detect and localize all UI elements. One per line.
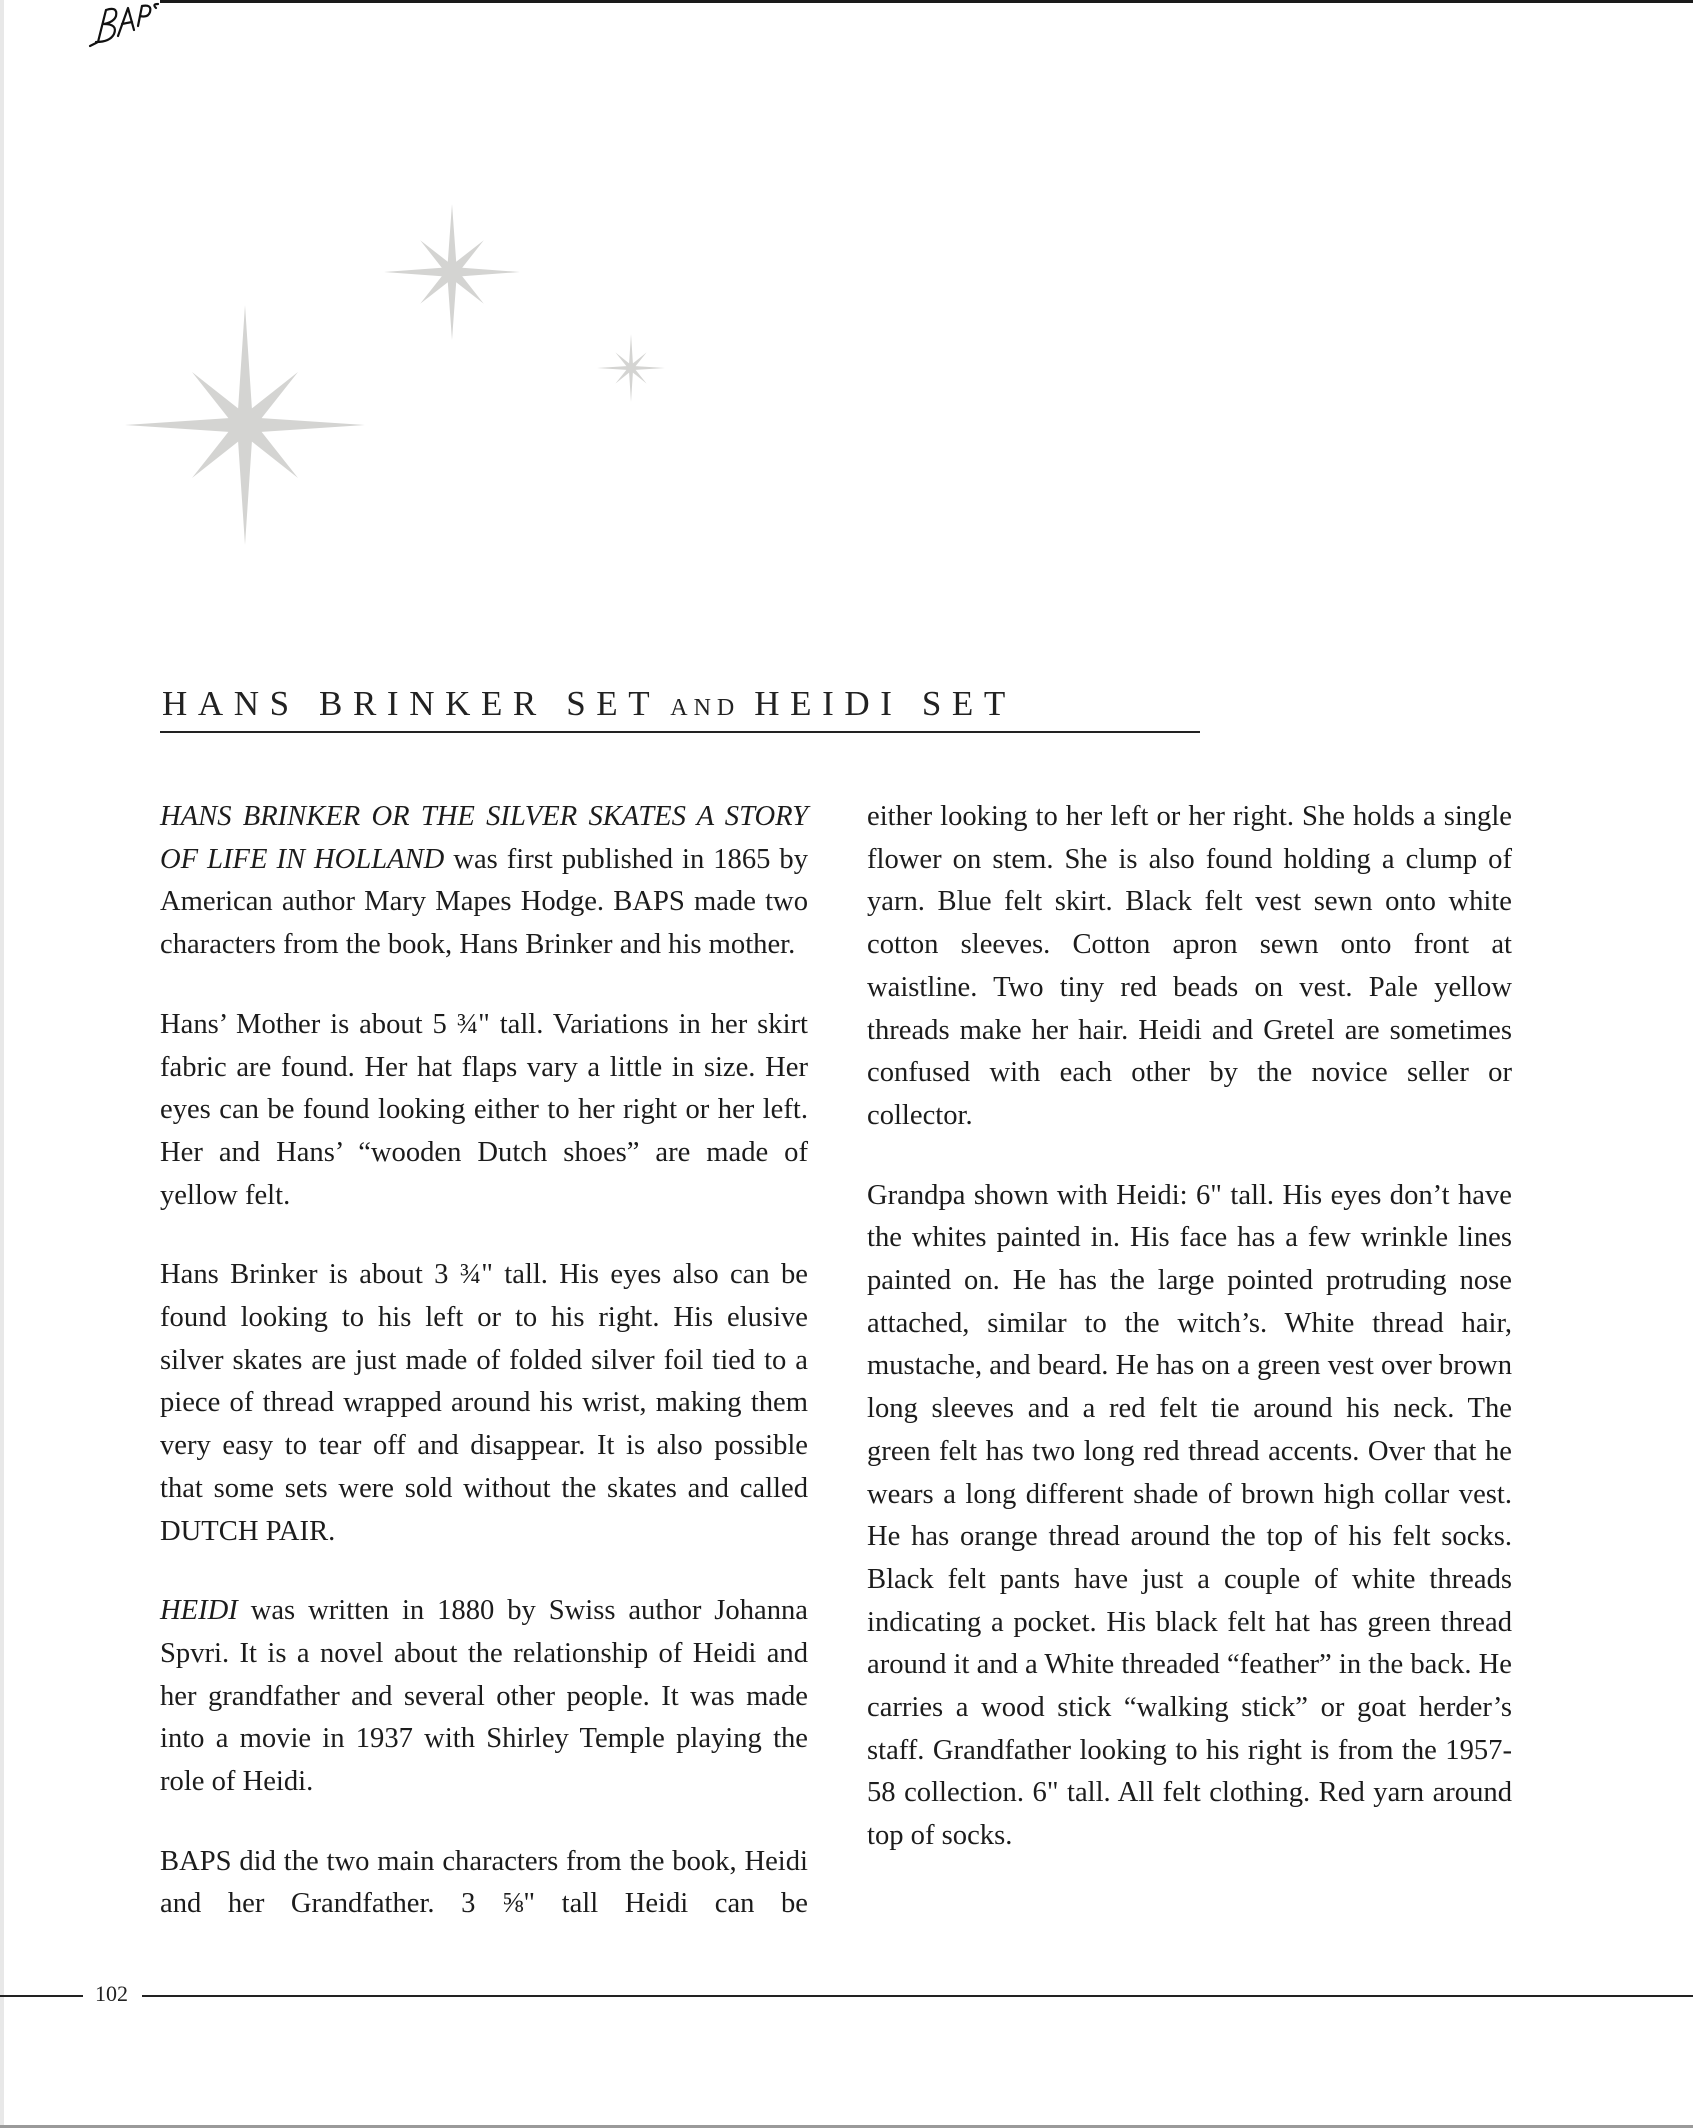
title-part-1: HANS BRINKER SET (162, 684, 661, 723)
header-rule (160, 0, 1693, 3)
page-title (162, 684, 1202, 724)
star-small-icon (597, 334, 665, 402)
star-medium-icon (384, 204, 520, 340)
paragraph-hans-brinker: Hans Brinker is about 3 ¾" tall. His eyes also can be found looking to his left or to his right. His elusive silver skates are just made of folded silver foil tied to a piece of thread wrapped around his wrist, making them very easy to tear off and disappear. It is also possible that some sets were sold without the skates and called DUTCH PAIR. (160, 1259, 808, 1547)
paragraph-text: was written in 1880 by Swiss author Johanna Spvri. It is a novel about the relationship of Heidi and her grandfather and several other people. It was made into a movie in 1937 with Shirley Temple playing the role of Heidi. (160, 1595, 808, 1798)
paragraph-baps-heidi: BAPS did the two main characters from the book, Heidi and her Grandfather. 3 ⅝" tall Heidi can be (160, 1845, 808, 1920)
book-title-hans-brinker: HANS BRINKER OR THE SILVER SKATES A STORY OF LIFE IN HOLLAND (160, 801, 808, 875)
book-title-heidi: HEIDI (160, 1595, 238, 1627)
title-underline (160, 731, 1200, 733)
paragraph-hans-mother: Hans’ Mother is about 5 ¾" tall. Variations in her skirt fabric are found. Her hat flaps vary a little in size. Her eyes can be found looking either to her right or her left. Her and Hans’ “wooden Dutch shoes” are made of yellow felt. (160, 1008, 808, 1211)
paragraph-grandpa: Grandpa shown with Heidi: 6" tall. His eyes don’t have the whites painted in. His face has a few wrinkle lines painted on. He has the large pointed protruding nose attached, similar to the witch’s. White thread hair, mustache, and beard. He has on a green vest over brown long sleeves and a red felt tie around his neck. The green felt has two long red thread accents. Over that he wears a long different shade of brown high collar vest. He has orange thread around the top of his felt socks. Black felt pants have just a couple of white threads indicating a pocket. His black felt hat has green thread around it and a White threaded “feather” in the back. He carries a wood stick “walking stick” or goat herder’s staff. Grandfather looking to his right is from the 1957-58 collection. 6" tall. All felt clothing. Red yarn around top of socks. (867, 1179, 1512, 1852)
paragraph-hans-brinker-intro (160, 796, 808, 967)
left-column (160, 796, 808, 1963)
title-part-2: HEIDI SET (754, 684, 1016, 723)
paragraph-heidi-description: either looking to her left or her right. She holds a single flower on stem. She is also found holding a clump of yarn. Blue felt skirt. Black felt vest sewn onto white cotton sleeves. Cotton apron sewn onto front at waistline. Two tiny red beads on vest. Pale yellow threads make her hair. Heidi and Gretel are sometimes confused with each other by the novice seller or collector. (867, 801, 1512, 1131)
right-column (867, 796, 1512, 1895)
paragraph-text: was first published in 1865 by American author Mary Mapes Hodge. BAPS made two characters from the book, Hans Brinker and his mother. (160, 843, 808, 961)
star-large-icon (125, 305, 365, 545)
page-number: 102 (95, 1981, 128, 2006)
paragraph-heidi-intro (160, 1590, 808, 1804)
handwritten-baps-mark (88, 2, 168, 48)
footer-rule-left (0, 1995, 83, 1997)
stars-decoration (0, 150, 760, 590)
footer-rule-right (142, 1995, 1693, 1997)
title-connector: AND (670, 695, 741, 721)
